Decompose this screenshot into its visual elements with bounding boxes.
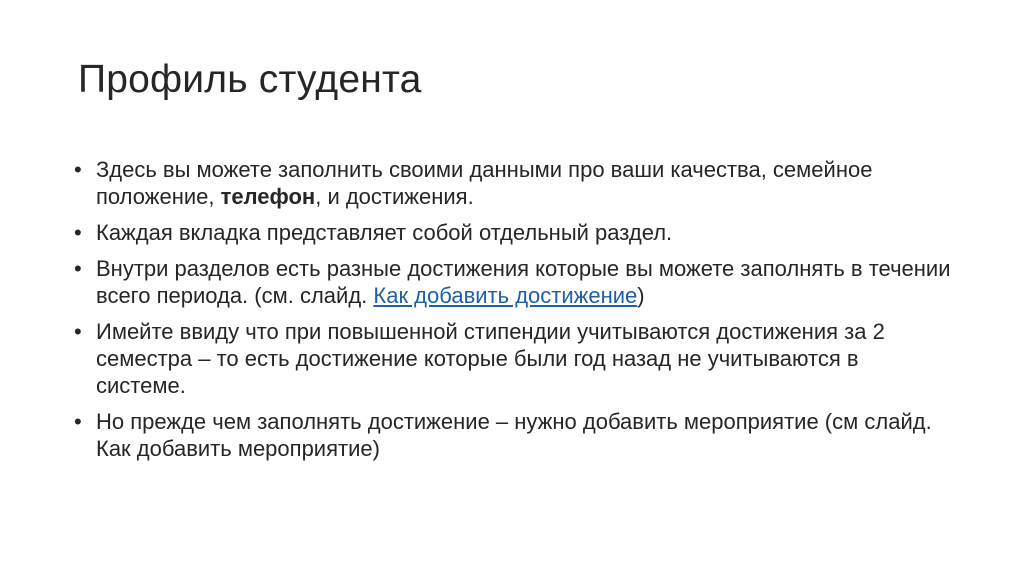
bullet-item-profile-info [72, 156, 952, 210]
bullet-marker: • [74, 319, 82, 344]
bullet-item-tabs [72, 219, 952, 246]
bullet-text: Здесь вы можете заполнить своими данными про ваши качества, семейное положение, [96, 157, 873, 209]
bullet-bold-text: телефон [220, 184, 316, 209]
bullet-marker: • [74, 220, 82, 245]
bullet-text: Но прежде чем заполнять достижение – нужно добавить мероприятие (см слайд. Как добавить мероприятие) [96, 409, 932, 461]
bullet-marker: • [74, 157, 82, 182]
bullet-text: ) [637, 283, 645, 308]
bullet-item-add-event [72, 408, 952, 462]
bullet-text: Внутри разделов есть разные достижения которые вы можете заполнять в течении всего периода. (см. слайд. [96, 256, 951, 308]
bullet-item-achievements [72, 255, 952, 309]
add-achievement-link[interactable]: Как добавить достижение [373, 283, 638, 308]
bullet-text: , и достижения. [315, 184, 474, 209]
bullet-text: Каждая вкладка представляет собой отдельный раздел. [96, 220, 673, 245]
slide-title: Профиль студента [78, 58, 422, 101]
bullet-marker: • [74, 409, 82, 434]
bullet-list [72, 156, 952, 471]
bullet-marker: • [74, 256, 82, 281]
bullet-text: Имейте ввиду что при повышенной стипендии учитываются достижения за 2 семестра – то есть достижение которые были год назад не учитываются в системе. [96, 319, 885, 398]
bullet-item-scholarship [72, 318, 952, 399]
